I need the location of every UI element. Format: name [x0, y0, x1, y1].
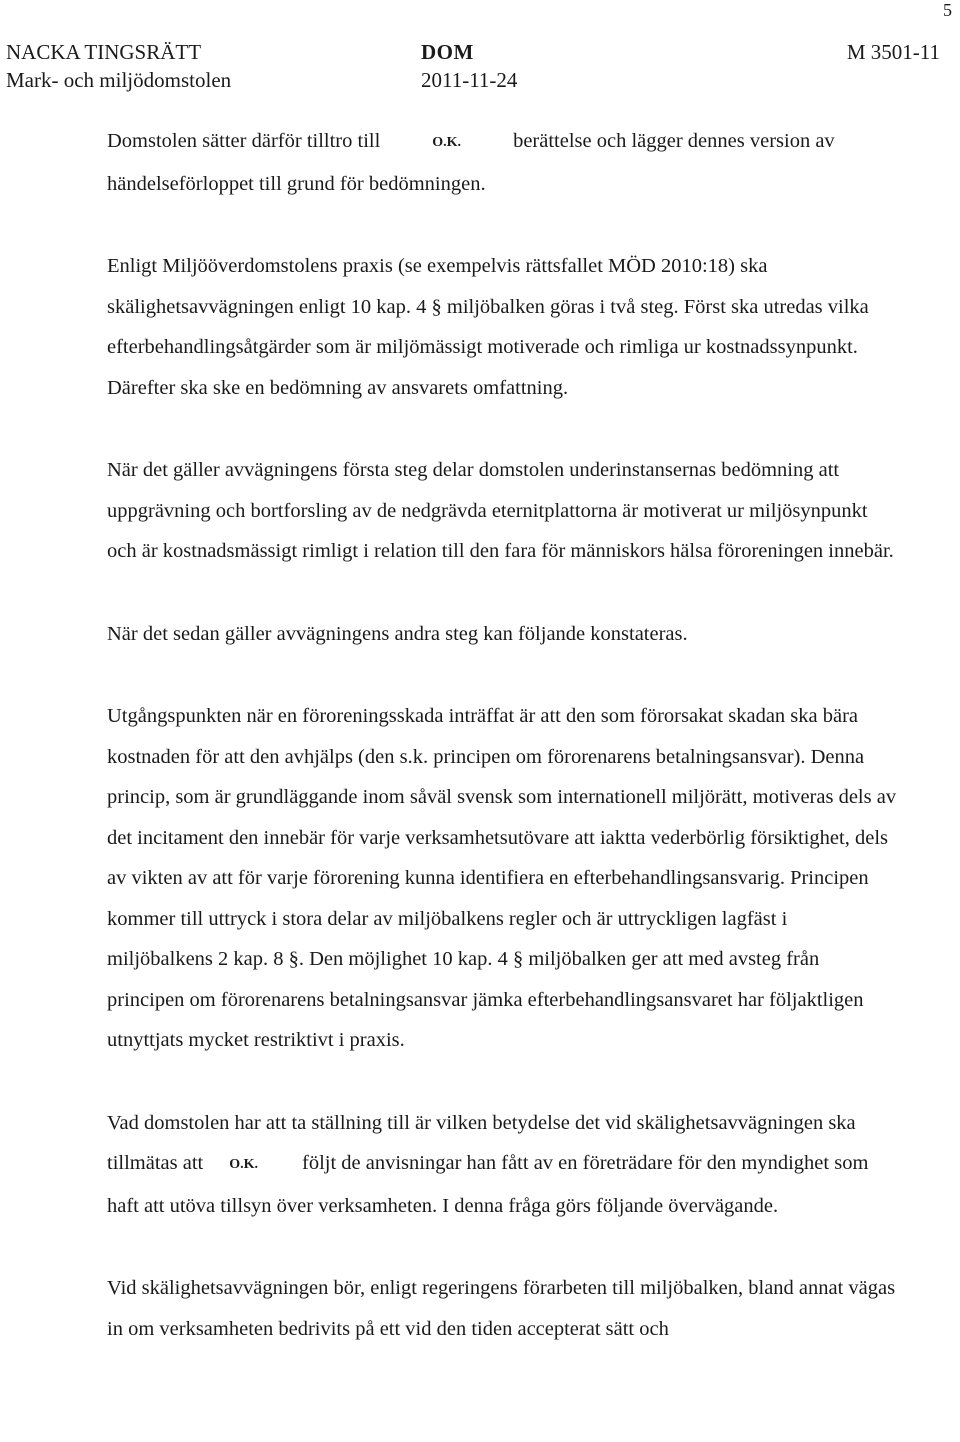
paragraph-text: Domstolen sätter därför tilltro till — [107, 130, 381, 152]
page-number: 5 — [943, 0, 952, 20]
paragraph: När det gäller avvägningens första steg delar domstolen underinstansernas bedömning att uppgrävning och bortforsling av de nedgrävda eternitplattorna är motiverat ur miljösynpunkt och är kostnadsmässigt rimligt i relation till den fara för människors hälsa föroreningen innebär. — [107, 459, 894, 562]
court-division: Mark- och miljödomstolen — [6, 68, 232, 92]
court-block — [6, 38, 231, 94]
redacted-name: O.K. — [432, 135, 462, 150]
paragraph-text: Vad domstolen har att ta ställning till är vilken betydelse det vid skälighetsavvägningen ska tillmätas att — [107, 1111, 856, 1174]
paragraph — [107, 121, 897, 204]
document-type-block — [421, 38, 517, 94]
paragraph: När det sedan gäller avvägningens andra steg kan följande konstateras. — [107, 622, 688, 645]
court-name: NACKA TINGSRÄTT — [6, 40, 202, 64]
paragraph-text: följt de anvisningar han fått av en företrädare för den myndighet som haft att utöva tillsyn över verksamheten. I denna fråga görs följande övervägande. — [107, 1152, 869, 1217]
paragraph — [107, 1103, 897, 1227]
paragraph: Utgångspunkten när en föroreningsskada inträffat är att den som förorsakat skadan ska bära kostnaden för att den avhjälps (den s.k. principen om förorenarens betalningsansvar). Denna princip, som är grundläggande inom såväl svensk som internationell miljörätt, motiveras dels av det incitament den innebär för varje verksamhetsutövare att iaktta vederbörlig försiktighet, dels av vikten av att för varje förorening kunna identifiera en efterbehandlingsansvarig. Principen kommer till uttryck i stora delar av miljöbalkens regler och är uttryckligen lagfäst i miljöbalkens 2 kap. 8 §. Den möjlighet 10 kap. 4 § miljöbalken ger att med avsteg från principen om förorenarens betalningsansvar jämka efterbehandlingsansvaret har följaktligen utnyttjats mycket restriktivt i praxis. — [107, 705, 897, 1051]
paragraph-text: berättelse och lägger dennes version av händelseförloppet till grund för bedömningen. — [107, 130, 835, 195]
document-body — [107, 121, 897, 1391]
case-number: M 3501-11 — [846, 40, 940, 64]
document-date: 2011-11-24 — [421, 68, 518, 92]
document-type: DOM — [421, 40, 474, 64]
redacted-name: O.K. — [229, 1157, 258, 1172]
paragraph: Enligt Miljööverdomstolens praxis (se exempelvis rättsfallet MÖD 2010:18) ska skälighetsavvägningen enligt 10 kap. 4 § miljöbalken göras i två steg. Först ska utredas vilka efterbehandlingsåtgärder som är miljömässigt motiverade och rimliga ur kostnadssynpunkt. Därefter ska ske en bedömning av ansvarets omfattning. — [107, 255, 869, 399]
paragraph: Vid skälighetsavvägningen bör, enligt regeringens förarbeten till miljöbalken, bland annat vägas in om verksamheten bedrivits på ett vid den tiden accepterat sätt och — [107, 1277, 896, 1340]
document-header — [0, 38, 960, 98]
